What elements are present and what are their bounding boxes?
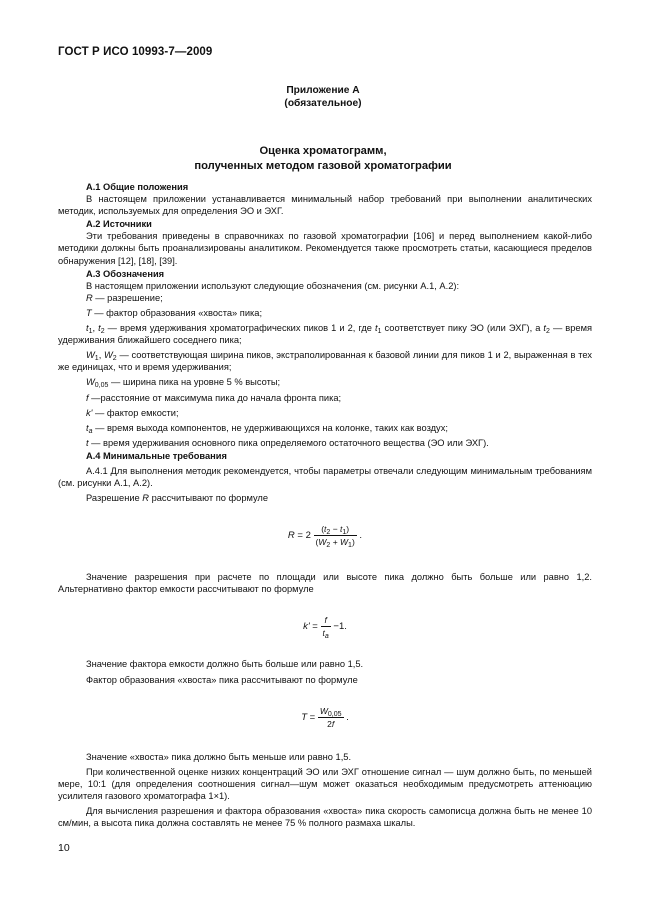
paragraph: А.4.1 Для выполнения методик рекомендуется, чтобы параметры отвечали следующим минимальным требованиям (см. рисунки А.1, А.2). [58, 465, 592, 489]
section-heading: А.1 Общие положения [86, 182, 189, 192]
annex-title: Приложение А [286, 85, 360, 96]
paragraph: Эти требования приведены в справочниках по газовой хроматографии [106] и перед выполнением какой-либо методики должны быть проанализированы аналитиком. Рекомендуется также просмотреть статьи, касающиеся пределов обнаружения [12], [18], [39]. [58, 231, 592, 266]
definition-r: R — разрешение; [86, 292, 163, 303]
formula-tailing-factor: T = $\frac{W_{0,05}}{2f}$ . [301, 705, 349, 729]
title-line-2: полученных методом газовой хроматографии [194, 159, 452, 172]
paragraph: При количественной оценке низких концентраций ЭО или ЭХГ отношение сигнал — шум должно быть, по меньшей мере, 10:1 (для определения соотношения сигнал—шум может оказаться необходимым предусмотреть аттенюацию усилителя газового хроматографа 1×1). [58, 766, 592, 801]
paragraph: Разрешение R рассчитывают по формуле [86, 493, 269, 504]
paragraph: Значение фактора емкости должно быть больше или равно 1,5. [86, 659, 364, 670]
formula-resolution: R = 2 $\frac{(t_2 - t_1)}{(W_2 + W_1)}$ . [287, 524, 363, 550]
paragraph: Для вычисления разрешения и фактора образования «хвоста» пика скорость самописца должна быть не менее 10 см/мин, а высота пика должна составлять не менее 75 % полного размаха шкалы. [58, 806, 592, 829]
page-number: 10 [58, 842, 70, 854]
paragraph: Значение разрешения при расчете по площади или высоте пика должно быть больше или равно 1,2. Альтернативно фактор емкости рассчитывают по формуле [58, 572, 592, 595]
document-title [0, 144, 646, 173]
section-heading: А.4 Минимальные требования [86, 450, 227, 461]
paragraph: Значение «хвоста» пика должно быть меньше или равно 1,5. [86, 751, 352, 762]
definition-w1-w2: $W_1$, $W_2$ — соответствующая ширина пиков, экстраполированная к базовой линии для пиков 1 и 2, выраженная в тех же единицах, что и время удерживания; [58, 350, 592, 373]
annex-subtitle: (обязательное) [284, 98, 362, 109]
definition-t: T — фактор образования «хвоста» пика; [86, 307, 263, 318]
definition-w005: $W_{0,05}$ — ширина пика на уровне 5 % высоты; [86, 377, 281, 390]
definition-t-main: t — время удерживания основного пика определяемого остаточного вещества (ЭО или ЭХГ). [86, 437, 489, 448]
definition-k: k' — фактор емкости; [86, 407, 179, 418]
definition-t1-t2: $t_1$, $t_2$ — время удерживания хроматографических пиков 1 и 2, где $t_1$ соответствует пику ЭО (или ЭХГ), а $t_2$ — время удерживания ближайшего соседнего пика; [58, 323, 593, 346]
document-body [58, 180, 592, 829]
definition-f: f —расстояние от максимума пика до начала фронта пика; [86, 392, 342, 403]
document-header: ГОСТ Р ИСО 10993-7—2009 [58, 46, 213, 58]
paragraph: Фактор образования «хвоста» пика рассчитывают по формуле [86, 674, 358, 685]
annex-heading [0, 84, 646, 110]
paragraph: В настоящем приложении используют следующие обозначения (см. рисунки А.1, А.2): [86, 280, 460, 291]
definition-ta: $t_a$ — время выхода компонентов, не удерживающихся на колонке, таких как воздух; [86, 422, 448, 435]
section-heading: А.3 Обозначения [86, 268, 165, 279]
section-heading: А.2 Источники [86, 219, 152, 230]
formula-capacity-factor: k' = $\frac{f}{t_a}$ −1. [303, 615, 347, 641]
paragraph: В настоящем приложении устанавливается минимальный набор требований при выполнении аналитических методик, используемых для определения ЭО и ЭХГ. [58, 194, 592, 217]
title-line-1: Оценка хроматограмм, [259, 145, 387, 157]
